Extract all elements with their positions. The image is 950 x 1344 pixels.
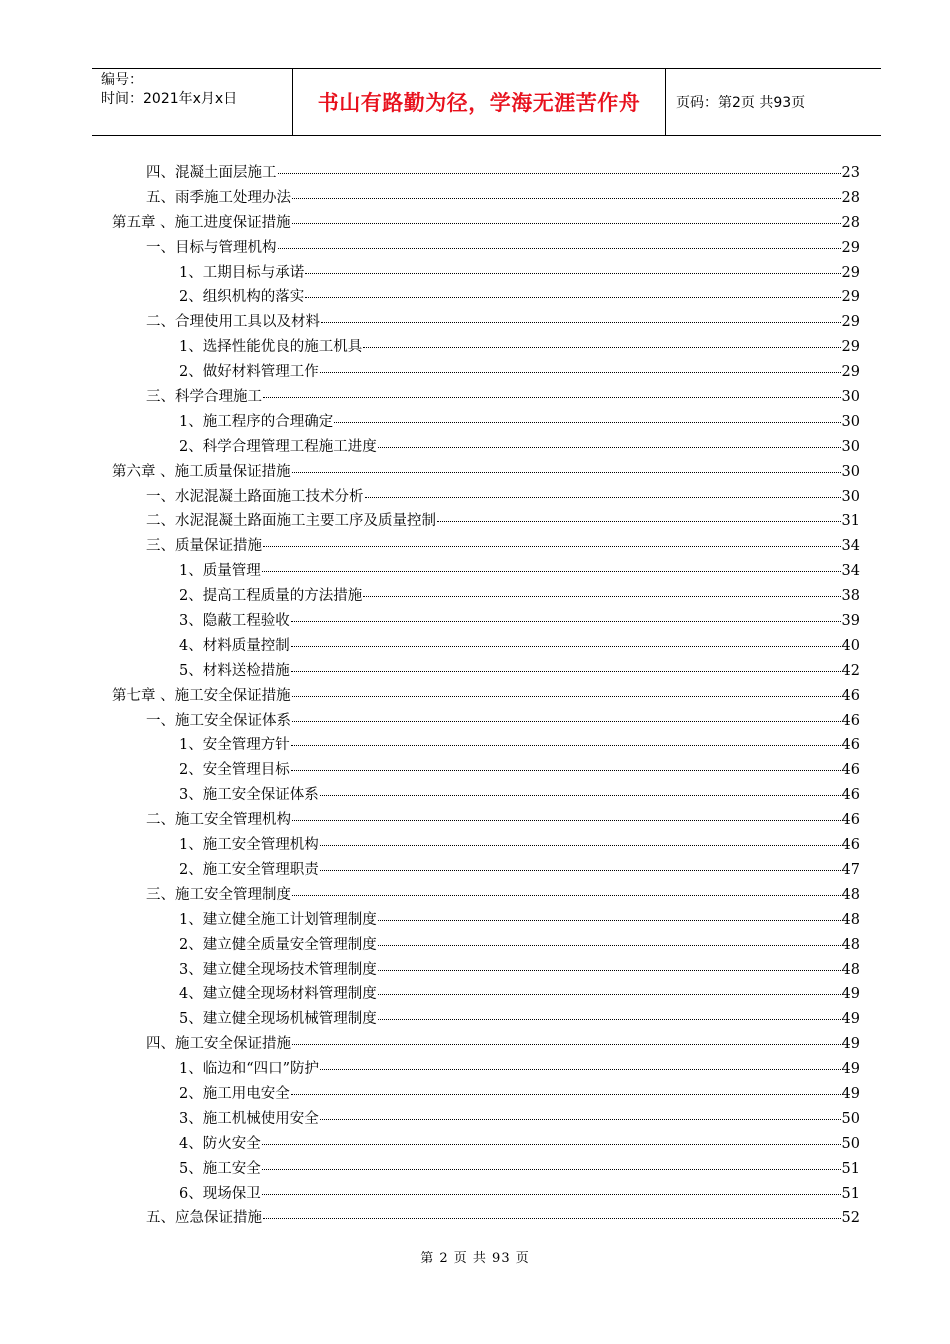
toc-entry[interactable] bbox=[112, 460, 860, 485]
toc-entry-title: 2、科学合理管理工程施工进度 bbox=[179, 438, 377, 455]
toc-entry-title: 1、建立健全施工计划管理制度 bbox=[179, 911, 377, 928]
toc-entry-page: 50 bbox=[841, 1110, 860, 1127]
toc-entry-page: 30 bbox=[841, 463, 860, 480]
toc-entry-title: 第六章 、施工质量保证措施 bbox=[112, 463, 291, 480]
toc-dot-leader bbox=[292, 696, 841, 697]
toc-dot-leader bbox=[292, 223, 841, 224]
toc-entry[interactable] bbox=[112, 1132, 860, 1157]
toc-dot-leader bbox=[378, 920, 841, 921]
toc-entry[interactable] bbox=[112, 186, 860, 211]
toc-entry[interactable] bbox=[112, 385, 860, 410]
toc-entry-title: 3、隐蔽工程验收 bbox=[179, 613, 290, 630]
toc-entry-page: 49 bbox=[841, 1036, 860, 1053]
toc-entry-page: 29 bbox=[841, 339, 860, 356]
toc-entry-title: 2、建立健全质量安全管理制度 bbox=[179, 936, 377, 953]
toc-entry[interactable] bbox=[112, 982, 860, 1007]
toc-entry-page: 49 bbox=[841, 1011, 860, 1028]
toc-dot-leader bbox=[378, 994, 841, 995]
toc-dot-leader bbox=[292, 895, 841, 896]
toc-entry-title: 第五章 、施工进度保证措施 bbox=[112, 214, 291, 231]
toc-entry-title: 1、安全管理方针 bbox=[179, 737, 290, 754]
toc-dot-leader bbox=[334, 422, 840, 423]
toc-entry[interactable] bbox=[112, 435, 860, 460]
toc-entry[interactable] bbox=[112, 684, 860, 709]
toc-entry[interactable] bbox=[112, 609, 860, 634]
toc-dot-leader bbox=[262, 1169, 841, 1170]
toc-entry-title: 三、科学合理施工 bbox=[146, 389, 262, 406]
toc-entry-title: 1、工期目标与承诺 bbox=[179, 264, 305, 281]
toc-entry-page: 52 bbox=[841, 1210, 860, 1227]
toc-entry[interactable] bbox=[112, 1007, 860, 1032]
toc-entry-page: 28 bbox=[841, 189, 860, 206]
toc-entry-page: 48 bbox=[841, 936, 860, 953]
toc-entry[interactable] bbox=[112, 833, 860, 858]
toc-entry[interactable] bbox=[112, 758, 860, 783]
toc-entry[interactable] bbox=[112, 1057, 860, 1082]
toc-entry[interactable] bbox=[112, 559, 860, 584]
toc-dot-leader bbox=[262, 1194, 841, 1195]
toc-entry[interactable] bbox=[112, 310, 860, 335]
toc-entry[interactable] bbox=[112, 161, 860, 186]
toc-dot-leader bbox=[320, 372, 841, 373]
toc-entry-title: 五、应急保证措施 bbox=[146, 1210, 262, 1227]
toc-dot-leader bbox=[321, 322, 841, 323]
toc-entry-title: 2、施工安全管理职责 bbox=[179, 861, 319, 878]
toc-entry-title: 1、临边和“四口”防护 bbox=[179, 1061, 320, 1078]
header-motto: 书山有路勤为径，学海无涯苦作舟 bbox=[293, 69, 666, 135]
toc-dot-leader bbox=[262, 1144, 841, 1145]
toc-entry[interactable] bbox=[112, 1107, 860, 1132]
toc-dot-leader bbox=[278, 173, 841, 174]
toc-entry-page: 28 bbox=[841, 214, 860, 231]
toc-entry[interactable] bbox=[112, 883, 860, 908]
toc-entry-title: 五、雨季施工处理办法 bbox=[146, 189, 291, 206]
toc-entry-page: 30 bbox=[841, 488, 860, 505]
toc-entry[interactable] bbox=[112, 335, 860, 360]
toc-entry-title: 1、施工程序的合理确定 bbox=[179, 413, 334, 430]
toc-entry[interactable] bbox=[112, 261, 860, 286]
toc-entry[interactable] bbox=[112, 1082, 860, 1107]
toc-dot-leader bbox=[292, 472, 841, 473]
toc-dot-leader bbox=[262, 571, 841, 572]
toc-dot-leader bbox=[291, 745, 841, 746]
toc-entry-title: 5、建立健全现场机械管理制度 bbox=[179, 1011, 377, 1028]
page-header bbox=[92, 68, 881, 136]
toc-entry-page: 30 bbox=[841, 389, 860, 406]
toc-dot-leader bbox=[378, 970, 841, 971]
toc-entry[interactable] bbox=[112, 783, 860, 808]
toc-entry-title: 4、材料质量控制 bbox=[179, 637, 290, 654]
toc-entry[interactable] bbox=[112, 1157, 860, 1182]
toc-entry[interactable] bbox=[112, 958, 860, 983]
toc-entry-title: 2、组织机构的落实 bbox=[179, 289, 305, 306]
toc-dot-leader bbox=[320, 795, 841, 796]
toc-dot-leader bbox=[320, 870, 841, 871]
toc-entry-page: 46 bbox=[841, 812, 860, 829]
toc-dot-leader bbox=[263, 1218, 841, 1219]
toc-entry-title: 1、选择性能优良的施工机具 bbox=[179, 339, 363, 356]
toc-dot-leader bbox=[363, 596, 840, 597]
toc-entry[interactable] bbox=[112, 908, 860, 933]
toc-entry-page: 42 bbox=[841, 662, 860, 679]
toc-entry-page: 23 bbox=[841, 165, 860, 181]
toc-entry-title: 4、防火安全 bbox=[179, 1135, 261, 1152]
toc-entry[interactable] bbox=[112, 659, 860, 684]
toc-entry-title: 6、现场保卫 bbox=[179, 1185, 261, 1202]
toc-entry-page: 51 bbox=[841, 1185, 860, 1202]
toc-entry-page: 46 bbox=[841, 737, 860, 754]
toc-entry-page: 50 bbox=[841, 1135, 860, 1152]
toc-entry-title: 3、施工机械使用安全 bbox=[179, 1110, 319, 1127]
header-page-info: 页码：第2页 共93页 bbox=[676, 95, 806, 111]
toc-entry-page: 46 bbox=[841, 762, 860, 779]
toc-entry-page: 49 bbox=[841, 986, 860, 1003]
toc-entry-title: 4、建立健全现场材料管理制度 bbox=[179, 986, 377, 1003]
toc-dot-leader bbox=[263, 546, 841, 547]
toc-entry-page: 49 bbox=[841, 1085, 860, 1102]
toc-entry[interactable] bbox=[112, 410, 860, 435]
toc-entry[interactable] bbox=[112, 1206, 860, 1231]
toc-entry[interactable] bbox=[112, 634, 860, 659]
toc-entry[interactable] bbox=[112, 285, 860, 310]
toc-entry[interactable] bbox=[112, 733, 860, 758]
toc-entry-page: 29 bbox=[841, 314, 860, 331]
toc-entry[interactable] bbox=[112, 1182, 860, 1207]
toc-dot-leader bbox=[320, 845, 841, 846]
toc-entry[interactable] bbox=[112, 584, 860, 609]
toc-entry-title: 第七章 、施工安全保证措施 bbox=[112, 687, 291, 704]
toc-dot-leader bbox=[305, 297, 840, 298]
toc-entry-title: 2、提高工程质量的方法措施 bbox=[179, 588, 363, 605]
toc-entry-page: 29 bbox=[841, 289, 860, 306]
toc-dot-leader bbox=[291, 671, 841, 672]
toc-entry-title: 1、质量管理 bbox=[179, 563, 261, 580]
toc-entry-page: 51 bbox=[841, 1160, 860, 1177]
toc-entry-title: 四、施工安全保证措施 bbox=[146, 1036, 291, 1053]
toc-entry-title: 三、施工安全管理制度 bbox=[146, 886, 291, 903]
toc-entry-title: 5、施工安全 bbox=[179, 1160, 261, 1177]
toc-dot-leader bbox=[263, 397, 841, 398]
toc-entry-title: 3、施工安全保证体系 bbox=[179, 787, 319, 804]
toc-entry-title: 2、安全管理目标 bbox=[179, 762, 290, 779]
toc-dot-leader bbox=[291, 621, 841, 622]
toc-dot-leader bbox=[291, 1094, 841, 1095]
document-number-label: 编号： bbox=[101, 72, 143, 88]
toc-entry-page: 29 bbox=[841, 239, 860, 256]
toc-entry[interactable] bbox=[112, 858, 860, 883]
toc-entry-page: 29 bbox=[841, 364, 860, 381]
toc-entry-page: 46 bbox=[841, 712, 860, 729]
toc-entry-title: 2、施工用电安全 bbox=[179, 1085, 290, 1102]
document-time-label: 时间：2021年x月x日 bbox=[101, 91, 238, 107]
toc-dot-leader bbox=[437, 521, 841, 522]
toc-entry[interactable] bbox=[112, 808, 860, 833]
table-of-contents bbox=[112, 161, 860, 1231]
toc-dot-leader bbox=[292, 721, 841, 722]
toc-entry-page: 31 bbox=[841, 513, 860, 530]
toc-entry[interactable] bbox=[112, 211, 860, 236]
toc-entry[interactable] bbox=[112, 709, 860, 734]
toc-entry-page: 34 bbox=[841, 563, 860, 580]
toc-entry-page: 29 bbox=[841, 264, 860, 281]
toc-entry-title: 二、水泥混凝土路面施工主要工序及质量控制 bbox=[146, 513, 436, 530]
toc-entry[interactable] bbox=[112, 1032, 860, 1057]
toc-entry[interactable] bbox=[112, 933, 860, 958]
toc-dot-leader bbox=[292, 820, 841, 821]
toc-entry-page: 34 bbox=[841, 538, 860, 555]
toc-dot-leader bbox=[278, 248, 841, 249]
toc-dot-leader bbox=[378, 1019, 841, 1020]
toc-dot-leader bbox=[305, 273, 840, 274]
toc-entry-title: 三、质量保证措施 bbox=[146, 538, 262, 555]
toc-entry[interactable] bbox=[112, 360, 860, 385]
page-footer: 第 2 页 共 93 页 bbox=[420, 1251, 530, 1266]
toc-entry-title: 2、做好材料管理工作 bbox=[179, 364, 319, 381]
toc-entry[interactable] bbox=[112, 485, 860, 510]
header-meta-cell bbox=[92, 69, 293, 135]
toc-entry[interactable] bbox=[112, 534, 860, 559]
toc-dot-leader bbox=[292, 1044, 841, 1045]
toc-dot-leader bbox=[291, 646, 841, 647]
toc-entry-title: 1、施工安全管理机构 bbox=[179, 837, 319, 854]
toc-dot-leader bbox=[378, 945, 841, 946]
toc-dot-leader bbox=[365, 497, 841, 498]
toc-entry-page: 49 bbox=[841, 1061, 860, 1078]
toc-entry-page: 39 bbox=[841, 613, 860, 630]
toc-entry-page: 38 bbox=[841, 588, 860, 605]
toc-entry-page: 46 bbox=[841, 787, 860, 804]
toc-entry-page: 30 bbox=[841, 413, 860, 430]
toc-entry-title: 四、混凝土面层施工 bbox=[146, 165, 277, 181]
toc-entry-title: 二、施工安全管理机构 bbox=[146, 812, 291, 829]
toc-entry-title: 二、合理使用工具以及材料 bbox=[146, 314, 320, 331]
toc-dot-leader bbox=[292, 198, 841, 199]
toc-entry-title: 一、目标与管理机构 bbox=[146, 239, 277, 256]
toc-entry-title: 5、材料送检措施 bbox=[179, 662, 290, 679]
toc-entry-title: 一、水泥混凝土路面施工技术分析 bbox=[146, 488, 364, 505]
toc-entry-page: 46 bbox=[841, 837, 860, 854]
toc-entry-page: 30 bbox=[841, 438, 860, 455]
toc-entry-page: 47 bbox=[841, 861, 860, 878]
toc-entry[interactable] bbox=[112, 509, 860, 534]
toc-entry-title: 一、施工安全保证体系 bbox=[146, 712, 291, 729]
toc-dot-leader bbox=[363, 347, 840, 348]
toc-entry-page: 48 bbox=[841, 886, 860, 903]
toc-dot-leader bbox=[320, 1119, 841, 1120]
toc-entry-page: 46 bbox=[841, 687, 860, 704]
toc-dot-leader bbox=[378, 447, 841, 448]
toc-entry-page: 48 bbox=[841, 911, 860, 928]
toc-dot-leader bbox=[320, 1069, 840, 1070]
toc-dot-leader bbox=[291, 770, 841, 771]
toc-entry[interactable] bbox=[112, 236, 860, 261]
toc-entry-page: 48 bbox=[841, 961, 860, 978]
toc-entry-title: 3、建立健全现场技术管理制度 bbox=[179, 961, 377, 978]
toc-entry-page: 40 bbox=[841, 637, 860, 654]
